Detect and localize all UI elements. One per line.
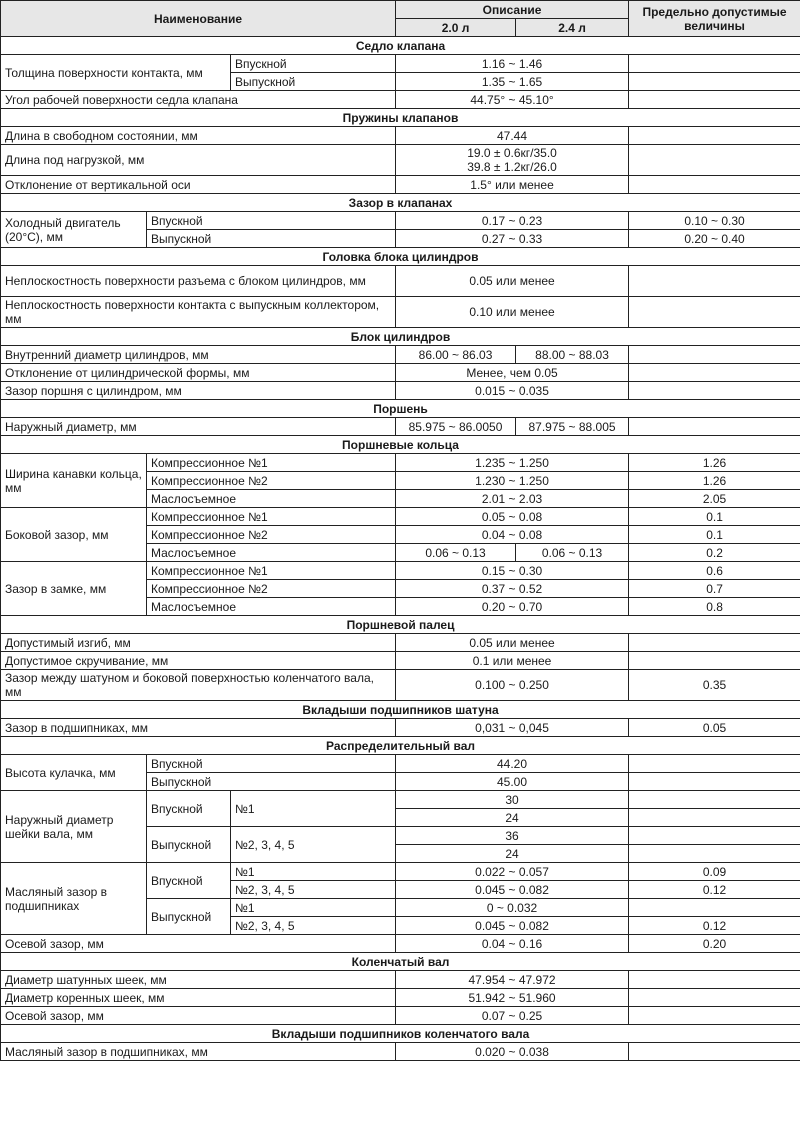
value-cell: 0.05 или менее [396,634,629,652]
value-cell: 0.37 ~ 0.52 [396,580,629,598]
value-cell: 0.17 ~ 0.23 [396,212,629,230]
value-cell: 45.00 [396,773,629,791]
row-sublabel: Выпускной [147,899,231,935]
section-row [1,109,800,127]
value-cell: 0.10 или менее [396,297,629,328]
limit-cell: 0.05 [629,719,800,737]
limit-cell [629,176,800,194]
value-cell: 0.045 ~ 0.082 [396,881,629,899]
limit-cell [629,55,800,73]
value-cell: 1.35 ~ 1.65 [396,73,629,91]
row-sublabel: Впускной [147,755,396,773]
section-row [1,194,800,212]
row-sublabel: Маслосъемное [147,490,396,508]
value-cell: 51.942 ~ 51.960 [396,989,629,1007]
value-cell: 0.20 ~ 0.70 [396,598,629,616]
row-sublabel: №1 [231,899,396,917]
row-sublabel: №1 [231,791,396,827]
row-label: Высота кулачка, мм [1,755,147,791]
row-sublabel: №2, 3, 4, 5 [231,917,396,935]
table-row [1,562,800,580]
section-row [1,1025,800,1043]
value-cell: 0,031 ~ 0,045 [396,719,629,737]
table-row [1,91,800,109]
value-cell-2-4l: 0.06 ~ 0.13 [516,544,629,562]
row-label: Наружный диаметр, мм [1,418,396,436]
limit-cell [629,971,800,989]
table-row [1,55,800,73]
limit-cell [629,91,800,109]
table-header-row [1,1,800,19]
table-row [1,418,800,436]
limit-cell: 0.20 ~ 0.40 [629,230,800,248]
value-cell: 1.235 ~ 1.250 [396,454,629,472]
table-row [1,145,800,176]
row-sublabel: Компрессионное №2 [147,472,396,490]
row-sublabel: Компрессионное №1 [147,562,396,580]
limit-cell [629,652,800,670]
limit-cell [629,1007,800,1025]
section-title: Зазор в клапанах [1,194,800,212]
row-sublabel: №2, 3, 4, 5 [231,827,396,863]
row-label: Отклонение от вертикальной оси [1,176,396,194]
row-label: Угол рабочей поверхности седла клапана [1,91,396,109]
table-row [1,791,800,809]
row-sublabel: Впускной [147,863,231,899]
section-title: Седло клапана [1,37,800,55]
section-row [1,248,800,266]
table-row [1,212,800,230]
section-row [1,953,800,971]
header-2-4l: 2.4 л [516,19,629,37]
value-cell: 0.04 ~ 0.16 [396,935,629,953]
value-cell: 2.01 ~ 2.03 [396,490,629,508]
limit-cell: 1.26 [629,454,800,472]
row-sublabel: Впускной [147,791,231,827]
value-cell: 0.05 ~ 0.08 [396,508,629,526]
limit-cell [629,346,800,364]
row-label: Наружный диаметр шейки вала, мм [1,791,147,863]
table-row [1,989,800,1007]
value-cell: 24 [396,809,629,827]
table-row [1,971,800,989]
row-label: Отклонение от цилиндрической формы, мм [1,364,396,382]
row-sublabel: Компрессионное №2 [147,526,396,544]
limit-cell [629,418,800,436]
table-row [1,382,800,400]
row-label: Осевой зазор, мм [1,1007,396,1025]
limit-cell: 0.10 ~ 0.30 [629,212,800,230]
limit-cell [629,266,800,297]
limit-cell: 2.05 [629,490,800,508]
table-row [1,719,800,737]
value-cell: 0 ~ 0.032 [396,899,629,917]
row-sublabel: Компрессионное №1 [147,508,396,526]
row-sublabel: Маслосъемное [147,598,396,616]
limit-cell [629,845,800,863]
value-cell: 44.75° ~ 45.10° [396,91,629,109]
limit-cell: 0.12 [629,917,800,935]
limit-cell: 0.8 [629,598,800,616]
table-row [1,176,800,194]
section-title: Пружины клапанов [1,109,800,127]
limit-cell [629,899,800,917]
value-cell: 1.230 ~ 1.250 [396,472,629,490]
table-row [1,346,800,364]
table-row [1,127,800,145]
row-label: Неплоскостность поверхности контакта с выпускным коллектором, мм [1,297,396,328]
table-row [1,1007,800,1025]
value-cell: 24 [396,845,629,863]
value-cell: 30 [396,791,629,809]
limit-cell: 0.09 [629,863,800,881]
row-label: Боковой зазор, мм [1,508,147,562]
limit-cell: 0.12 [629,881,800,899]
section-title: Вкладыши подшипников шатуна [1,701,800,719]
table-row [1,364,800,382]
row-sublabel: №1 [231,863,396,881]
value-cell: 0.022 ~ 0.057 [396,863,629,881]
value-cell: 36 [396,827,629,845]
table-row [1,935,800,953]
value-cell: 0.015 ~ 0.035 [396,382,629,400]
section-row [1,328,800,346]
value-cell: 0.04 ~ 0.08 [396,526,629,544]
table-row [1,508,800,526]
section-title: Поршень [1,400,800,418]
value-cell: 0.27 ~ 0.33 [396,230,629,248]
row-sublabel: Выпускной [147,827,231,863]
row-label: Длина под нагрузкой, мм [1,145,396,176]
section-row [1,616,800,634]
value-cell: Менее, чем 0.05 [396,364,629,382]
value-cell: 47.954 ~ 47.972 [396,971,629,989]
row-label: Внутренний диаметр цилиндров, мм [1,346,396,364]
row-sublabel: Маслосъемное [147,544,396,562]
row-label: Зазор в подшипниках, мм [1,719,396,737]
value-cell: 0.1 или менее [396,652,629,670]
section-title: Поршневой палец [1,616,800,634]
row-label: Допустимое скручивание, мм [1,652,396,670]
value-cell: 0.07 ~ 0.25 [396,1007,629,1025]
table-row [1,670,800,701]
row-sublabel: Впускной [231,55,396,73]
limit-cell [629,127,800,145]
value-cell: 0.020 ~ 0.038 [396,1043,629,1061]
section-row [1,701,800,719]
value-cell-2-4l: 87.975 ~ 88.005 [516,418,629,436]
value-cell: 0.045 ~ 0.082 [396,917,629,935]
table-row [1,454,800,472]
value-line: 39.8 ± 1.2кг/26.0 [467,160,557,174]
row-label: Осевой зазор, мм [1,935,396,953]
value-cell-2-4l: 88.00 ~ 88.03 [516,346,629,364]
section-title: Блок цилиндров [1,328,800,346]
value-cell-2-0l: 86.00 ~ 86.03 [396,346,516,364]
section-title: Коленчатый вал [1,953,800,971]
limit-cell [629,297,800,328]
limit-cell [629,809,800,827]
row-sublabel: Выпускной [147,773,396,791]
limit-cell: 1.26 [629,472,800,490]
row-label: Масляный зазор в подшипниках, мм [1,1043,396,1061]
limit-cell [629,827,800,845]
table-row [1,755,800,773]
section-row [1,737,800,755]
row-sublabel: Компрессионное №1 [147,454,396,472]
row-sublabel: Впускной [147,212,396,230]
row-label: Масляный зазор в подшипниках [1,863,147,935]
value-line: 19.0 ± 0.6кг/35.0 [467,146,557,160]
row-label: Зазор поршня с цилиндром, мм [1,382,396,400]
value-cell-2-0l: 85.975 ~ 86.0050 [396,418,516,436]
row-label: Толщина поверхности контакта, мм [1,55,231,91]
value-cell [396,145,629,176]
section-row [1,400,800,418]
limit-cell [629,634,800,652]
limit-cell [629,1043,800,1061]
value-cell: 0.100 ~ 0.250 [396,670,629,701]
table-row [1,1043,800,1061]
header-limit: Предельно допустимые величины [629,1,800,37]
section-title: Головка блока цилиндров [1,248,800,266]
row-label: Диаметр коренных шеек, мм [1,989,396,1007]
table-row [1,634,800,652]
limit-cell [629,989,800,1007]
limit-cell [629,145,800,176]
limit-cell [629,773,800,791]
table-row [1,863,800,881]
section-title: Поршневые кольца [1,436,800,454]
limit-cell [629,73,800,91]
header-name: Наименование [1,1,396,37]
limit-cell: 0.20 [629,935,800,953]
table-row [1,652,800,670]
row-sublabel: №2, 3, 4, 5 [231,881,396,899]
value-cell: 1.5° или менее [396,176,629,194]
section-title: Вкладыши подшипников коленчатого вала [1,1025,800,1043]
header-2-0l: 2.0 л [396,19,516,37]
row-label: Диаметр шатунных шеек, мм [1,971,396,989]
row-sublabel: Компрессионное №2 [147,580,396,598]
limit-cell: 0.6 [629,562,800,580]
limit-cell [629,755,800,773]
row-label: Неплоскостность поверхности разъема с блоком цилиндров, мм [1,266,396,297]
row-label: Ширина канавки кольца, мм [1,454,147,508]
row-label: Зазор между шатуном и боковой поверхностью коленчатого вала, мм [1,670,396,701]
section-row [1,37,800,55]
value-cell: 44.20 [396,755,629,773]
table-row [1,297,800,328]
limit-cell [629,364,800,382]
value-cell: 0.15 ~ 0.30 [396,562,629,580]
value-cell: 47.44 [396,127,629,145]
value-cell-2-0l: 0.06 ~ 0.13 [396,544,516,562]
table-row [1,266,800,297]
limit-cell: 0.7 [629,580,800,598]
header-description: Описание [396,1,629,19]
row-label: Длина в свободном состоянии, мм [1,127,396,145]
row-label: Допустимый изгиб, мм [1,634,396,652]
section-title: Распределительный вал [1,737,800,755]
limit-cell: 0.2 [629,544,800,562]
value-cell: 1.16 ~ 1.46 [396,55,629,73]
row-sublabel: Выпускной [231,73,396,91]
limit-cell [629,791,800,809]
limit-cell: 0.1 [629,508,800,526]
limit-cell [629,382,800,400]
row-label: Зазор в замке, мм [1,562,147,616]
row-sublabel: Выпускной [147,230,396,248]
row-label: Холодный двигатель (20°C), мм [1,212,147,248]
section-row [1,436,800,454]
limit-cell: 0.35 [629,670,800,701]
value-cell: 0.05 или менее [396,266,629,297]
limit-cell: 0.1 [629,526,800,544]
